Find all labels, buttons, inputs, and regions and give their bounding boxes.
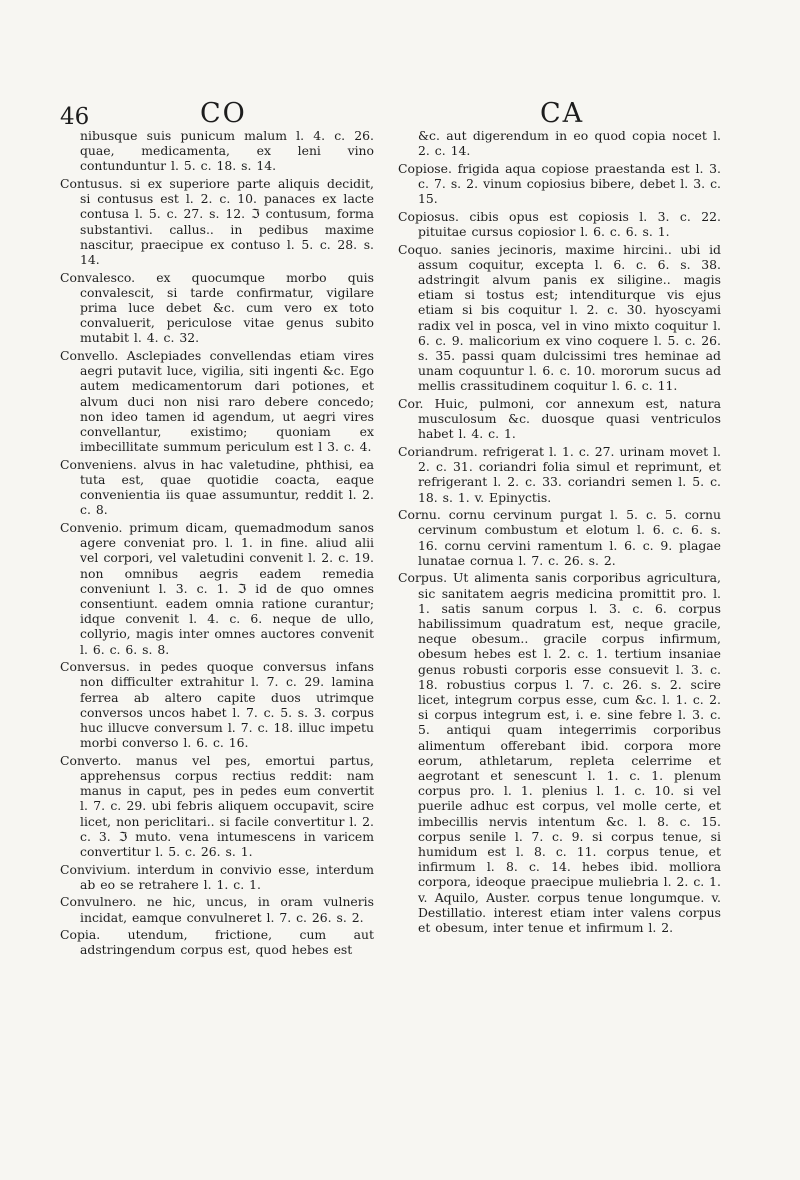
dictionary-entry: Convenio. primum dicam, quemadmodum sanos agere conveniat pro. l. 1. in fine. aliud alii vel corpori, vel valetudini convenit l. 2. c. 19. non omnibus aegris eadem remedia conveniunt l. 3. c. 1. ℑ id de quo omnes consentiunt. eadem omnia ratione curantur; idque convenit l. 4. c. 6. neque de ullo, collyrio, magis inter omnes auctores convenit l. 6. c. 6. s. 8. bbox=[60, 520, 374, 657]
dictionary-entry: Coquo. sanies jecinoris, maxime hircini.. ubi id assum coquitur, excepta l. 6. c. 6. s. 38. adstringit alvum panis ex siligine.. magis etiam si tostus est; intenditurque vis ejus etiam si bis coquitur l. 2. c. 30. hyoscyami radix vel in posca, vel in vino mixto coquitur l. 6. c. 9. malicorium ex vino coquere l. 5. c. 26. s. 35. passi quam dulcissimi tres heminae ad unam coquuntur l. 6. c. 10. mororum sucus ad mellis crassitudinem coquitur l. 6. c. 11. bbox=[398, 241, 721, 394]
page-number: 46 bbox=[60, 104, 90, 130]
dictionary-entry: Conveniens. alvus in hac valetudine, phthisi, ea tuta est, quae quotidie coacta, eaque convenientia iis quae assumuntur, reddit l. 2. c. 8. bbox=[60, 456, 374, 518]
left-column bbox=[60, 128, 374, 960]
dictionary-entry: Corpus. Ut alimenta sanis corporibus agricultura, sic sanitatem aegris medicina promittit pro. l. 1. satis sanum corpus l. 3. c. 6. corpus habilissimum quadratum est, neque gracile, neque obesum.. gracile corpus infirmum, obesum hebes est l. 2. c. 1. tertium insaniae genus robusti corporis esse consuevit l. 3. c. 18. robustius corpus l. 7. c. 26. s. 2. scire licet, integrum corpus esse, cum &c. l. 1. c. 2. si corpus integrum est, i. e. sine febre l. 3. c. 5. antiqui quam integerrimis corporibus alimentum offerebant ibid. corpora more eorum, athletarum, repleta celerrime et aegrotant et senescunt l. 1. c. 1. plenum corpus pro. l. 1. plenius l. 1. c. 10. si vel puerile adhuc est corpus, vel molle certe, et imbecillis nervis intentum &c. l. 8. c. 15. corpus senile l. 7. c. 9. si corpus tenue, si humidum est l. 8. c. 11. corpus tenue, et infirmum l. 8. c. 14. hebes ibid. molliora corpora, ideoque praecipue muliebria l. 2. c. 1. v. Aquilo, Auster. corpus tenue longumque. v. Destillatio. interest etiam inter valens corpus et obesum, inter tenue et infirmum l. 2. bbox=[398, 570, 721, 936]
dictionary-entry: Contusus. si ex superiore parte aliquis decidit, si contusus est l. 2. c. 10. panaces ex lacte contusa l. 5. c. 27. s. 12. ℑ contusum, forma substantivi. callus.. in pedibus maxime nascitur, praecipue ex contuso l. 5. c. 28. s. 14. bbox=[60, 176, 374, 268]
dictionary-entry: Convalesco. ex quocumque morbo quis convalescit, si tarde confirmatur, vigilare prima luce debet &c. cum vero ex toto convaluerit, periculose vitae genus subito mutabit l. 4. c. 32. bbox=[60, 269, 374, 346]
right-heading: CA bbox=[540, 98, 585, 129]
dictionary-entry: Coriandrum. refrigerat l. 1. c. 27. urinam movet l. 2. c. 31. coriandri folia simul et reprimunt, et refrigerant l. 2. c. 33. coriandri semen l. 5. c. 18. s. 1. v. Epinyctis. bbox=[398, 444, 721, 505]
dictionary-entry: Converto. manus vel pes, emortui partus, apprehensus corpus rectius reddit: nam manus in caput, pes in pedes eum convertit l. 7. c. 29. ubi febris aliquem occupavit, scire licet, non periclitari.. si facile convertitur l. 2. c. 3. ℑ muto. vena intumescens in varicem convertitur l. 5. c. 26. s. 1. bbox=[60, 752, 374, 860]
left-heading: CO bbox=[200, 98, 247, 129]
dictionary-entry: Convello. Asclepiades convellendas etiam vires aegri putavit luce, vigilia, siti ingenti &c. Ego autem medicamentorum dari potiones, et alvum duci non nisi raro debere concedo; non ideo tamen id agendum, ut aegri vires convellantur, existimo; quoniam ex imbecillitate summum periculum est l 3. c. 4. bbox=[60, 348, 374, 455]
right-column bbox=[398, 128, 721, 938]
dictionary-entry: &c. aut digerendum in eo quod copia nocet l. 2. c. 14. bbox=[418, 128, 721, 159]
dictionary-entry: Conversus. in pedes quoque conversus infans non difficulter extrahitur l. 7. c. 29. lamina ferrea ab altero capite duos utrimque conversos uncos habet l. 7. c. 5. s. 3. corpus huc illucve conversum l. 7. c. 18. illuc impetu morbi converso l. 6. c. 16. bbox=[60, 659, 374, 751]
dictionary-entry: Cornu. cornu cervinum purgat l. 5. c. 5. cornu cervinum combustum et elotum l. 6. c. 6. s. 16. cornu cervini ramentum l. 6. c. 9. plagae lunatae cornua l. 7. c. 26. s. 2. bbox=[398, 507, 721, 568]
dictionary-entry: Convivium. interdum in convivio esse, interdum ab eo se retrahere l. 1. c. 1. bbox=[60, 861, 374, 892]
dictionary-entry: Convulnero. ne hic, uncus, in oram vulneris incidat, eamque convulneret l. 7. c. 26. s. 2. bbox=[60, 894, 374, 925]
dictionary-entry: Cor. Huic, pulmoni, cor annexum est, natura musculosum &c. duosque quasi ventriculos habet l. 4. c. 1. bbox=[398, 396, 721, 442]
dictionary-entry: Copia. utendum, frictione, cum aut adstringendum corpus est, quod hebes est bbox=[60, 927, 374, 958]
dictionary-entry: Copiosus. cibis opus est copiosis l. 3. c. 22. pituitae cursus copiosior l. 6. c. 6. s. 1. bbox=[398, 208, 721, 239]
dictionary-entry: nibusque suis punicum malum l. 4. c. 26. quae, medicamenta, ex leni vino contunduntur l. 5. c. 18. s. 14. bbox=[80, 128, 374, 174]
dictionary-entry: Copiose. frigida aqua copiose praestanda est l. 3. c. 7. s. 2. vinum copiosius bibere, debet l. 3. c. 15. bbox=[398, 160, 721, 207]
